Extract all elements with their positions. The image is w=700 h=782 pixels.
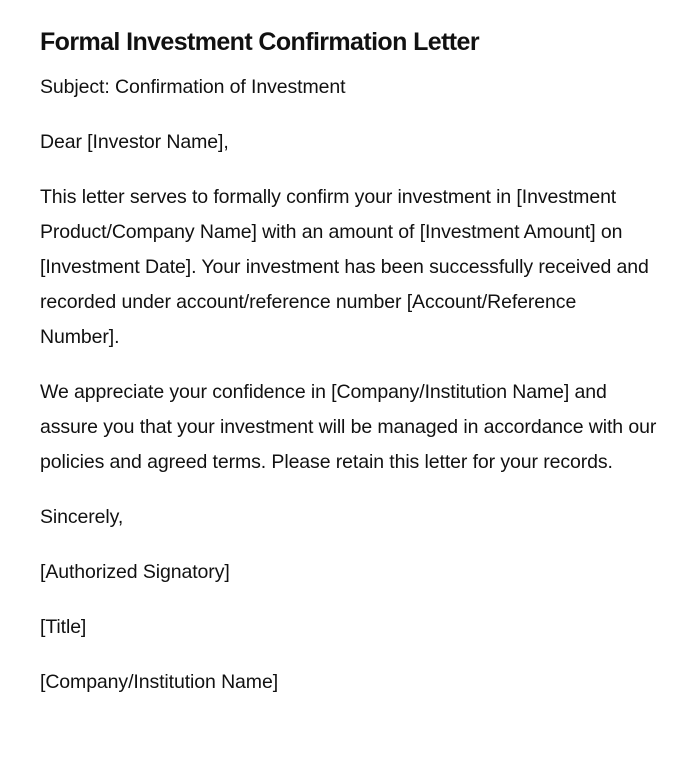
letter-signatory-title: [Title] [40,616,87,638]
letter-body-paragraph-1: This letter serves to formally confirm your investment in [Investment Product/Company Name] with an amount of [Investment Amount] on [Investment Date]. Your investment has been successfully received and recorded under account/reference number [Account/Reference Number]. [40,186,649,348]
letter-signatory: [Authorized Signatory] [40,561,230,583]
letter-title: Formal Investment Confirmation Letter [40,28,479,56]
letter-body-paragraph-2: We appreciate your confidence in [Company/Institution Name] and assure you that your investment will be managed in accordance with our policies and agreed terms. Please retain this letter for your records. [40,381,657,473]
letter-company: [Company/Institution Name] [40,671,279,693]
letter-subject: Subject: Confirmation of Investment [40,76,346,98]
letter-salutation: Dear [Investor Name], [40,131,229,153]
letter-closing: Sincerely, [40,506,124,528]
